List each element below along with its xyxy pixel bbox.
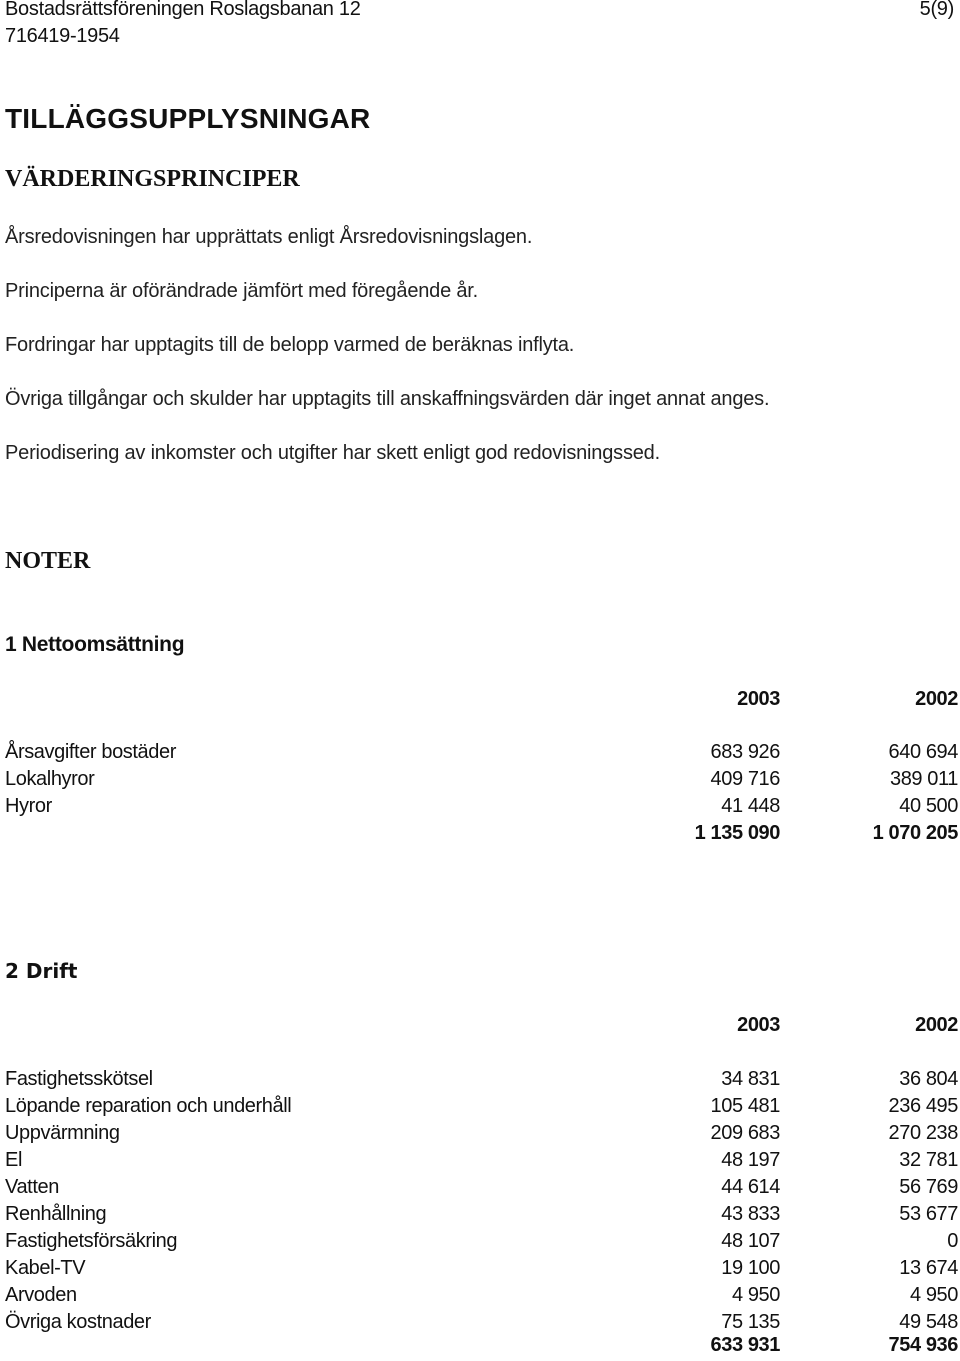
row-label: Årsavgifter bostäder — [5, 741, 176, 763]
row-value-2003: 209 683 — [710, 1122, 780, 1144]
organization-number: 716419-1954 — [5, 25, 120, 47]
table-row — [5, 1149, 960, 1176]
total-2002: 1 070 205 — [872, 822, 958, 844]
table-row — [5, 1068, 960, 1095]
row-value-2002: 236 495 — [888, 1095, 958, 1117]
notes-heading: NOTER — [5, 548, 91, 574]
table-row — [5, 1203, 960, 1230]
row-label: Övriga kostnader — [5, 1311, 151, 1333]
note2-year-header — [5, 1014, 960, 1041]
row-value-2002: 49 548 — [899, 1311, 958, 1333]
note1-title: 1 Nettoomsättning — [5, 633, 185, 656]
note1-col-2003: 2003 — [737, 688, 780, 710]
row-value-2002: 4 950 — [909, 1284, 958, 1306]
table-row — [5, 1230, 960, 1257]
valuation-paragraph: Årsredovisningen har upprättats enligt Årsredovisningslagen. — [5, 226, 533, 248]
row-value-2002: 56 769 — [899, 1176, 958, 1198]
table-row — [5, 768, 960, 795]
note2-total-row — [5, 1334, 960, 1361]
row-value-2003: 409 716 — [710, 768, 780, 790]
table-row — [5, 741, 960, 768]
note2-col-2003: 2003 — [737, 1014, 780, 1036]
row-label: Arvoden — [5, 1284, 77, 1306]
valuation-paragraph: Övriga tillgångar och skulder har upptagits till anskaffningsvärden där inget annat anges. — [5, 388, 770, 410]
row-label: Hyror — [5, 795, 52, 817]
row-label: Vatten — [5, 1176, 59, 1198]
valuation-paragraph: Principerna är oförändrade jämfört med föregående år. — [5, 280, 479, 302]
total-2003: 633 931 — [710, 1334, 780, 1356]
row-value-2002: 40 500 — [899, 795, 958, 817]
row-value-2002: 270 238 — [888, 1122, 958, 1144]
row-value-2003: 48 107 — [721, 1230, 780, 1252]
row-value-2002: 640 694 — [888, 741, 958, 763]
page-number: 5(9) — [919, 0, 954, 20]
row-value-2002: 32 781 — [899, 1149, 958, 1171]
page-title: TILLÄGGSUPPLYSNINGAR — [5, 103, 371, 134]
note1-col-2002: 2002 — [915, 688, 958, 710]
valuation-paragraph: Fordringar har upptagits till de belopp varmed de beräknas inflyta. — [5, 334, 575, 356]
row-value-2003: 105 481 — [710, 1095, 780, 1117]
row-value-2003: 4 950 — [731, 1284, 780, 1306]
total-2003: 1 135 090 — [694, 822, 780, 844]
row-label: Lokalhyror — [5, 768, 95, 790]
note1-year-header — [5, 688, 960, 715]
organization-name: Bostadsrättsföreningen Roslagsbanan 12 — [5, 0, 361, 20]
row-value-2003: 19 100 — [721, 1257, 780, 1279]
row-value-2002: 36 804 — [899, 1068, 958, 1090]
table-row — [5, 1122, 960, 1149]
row-value-2003: 43 833 — [721, 1203, 780, 1225]
valuation-paragraph: Periodisering av inkomster och utgifter har skett enligt god redovisningssed. — [5, 442, 660, 464]
row-label: El — [5, 1149, 22, 1171]
row-label: Fastighetsskötsel — [5, 1068, 153, 1090]
row-value-2003: 44 614 — [721, 1176, 780, 1198]
row-value-2002: 0 — [947, 1230, 958, 1252]
row-label: Renhållning — [5, 1203, 107, 1225]
table-row — [5, 1284, 960, 1311]
row-label: Kabel-TV — [5, 1257, 86, 1279]
table-row — [5, 1176, 960, 1203]
row-value-2002: 53 677 — [899, 1203, 958, 1225]
row-label: Fastighetsförsäkring — [5, 1230, 178, 1252]
valuation-heading: VÄRDERINGSPRINCIPER — [5, 166, 300, 192]
table-row — [5, 795, 960, 822]
row-value-2002: 389 011 — [889, 768, 958, 790]
note2-col-2002: 2002 — [915, 1014, 958, 1036]
note1-total-row — [5, 822, 960, 849]
row-value-2003: 41 448 — [721, 795, 780, 817]
row-value-2003: 683 926 — [710, 741, 780, 763]
table-row — [5, 1095, 960, 1122]
row-label: Uppvärmning — [5, 1122, 120, 1144]
row-value-2003: 48 197 — [721, 1149, 780, 1171]
total-2002: 754 936 — [888, 1334, 958, 1356]
row-value-2003: 75 135 — [721, 1311, 780, 1333]
note2-title: 2 Drift — [5, 959, 78, 983]
table-row — [5, 1257, 960, 1284]
row-value-2003: 34 831 — [721, 1068, 780, 1090]
row-label: Löpande reparation och underhåll — [5, 1095, 292, 1117]
row-value-2002: 13 674 — [899, 1257, 958, 1279]
